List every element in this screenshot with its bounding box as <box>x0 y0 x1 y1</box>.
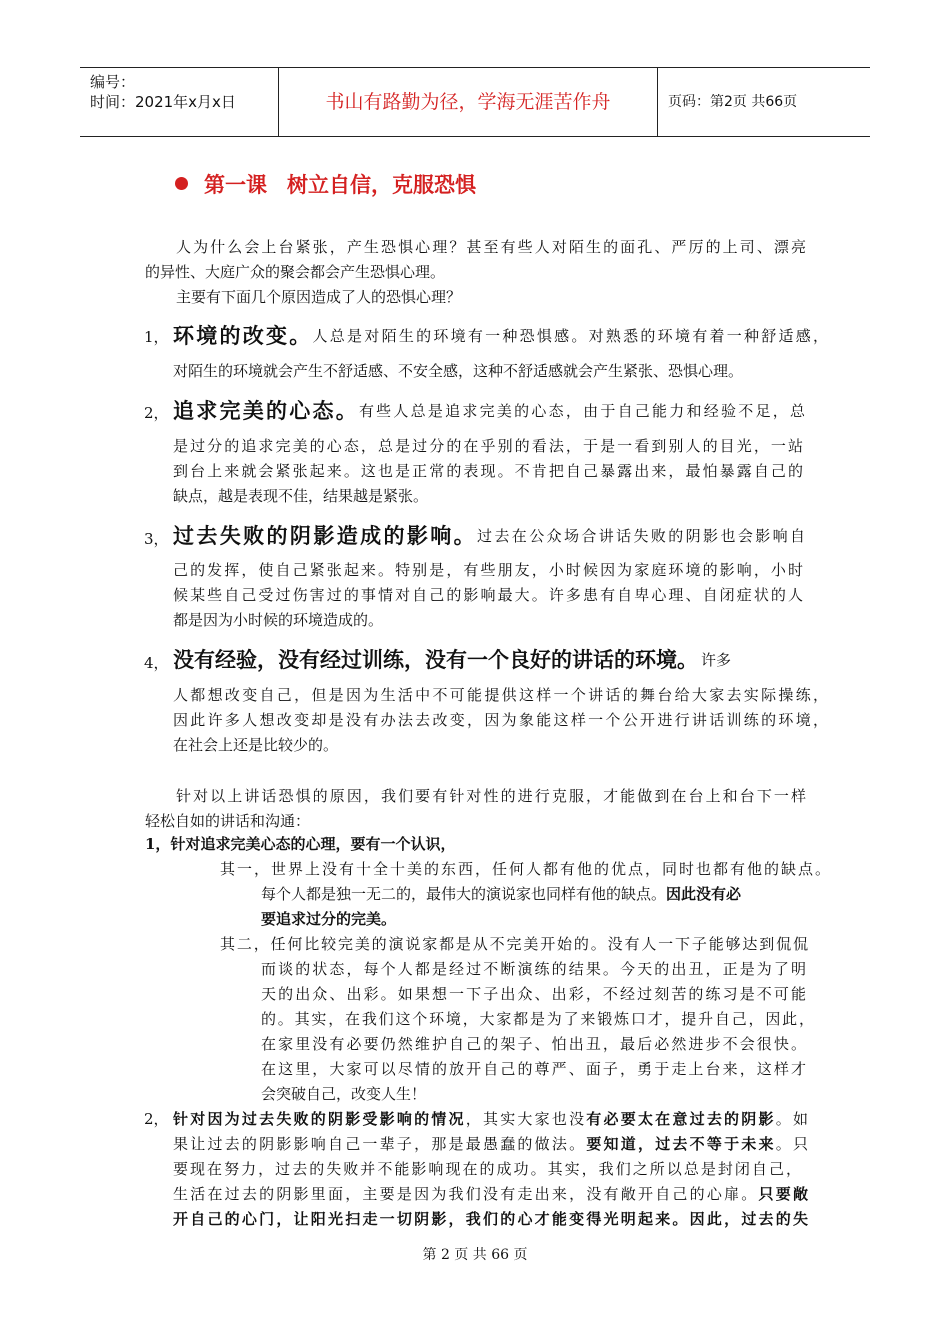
lesson-number: 第一课 <box>204 173 267 197</box>
list-number: 1， <box>144 328 169 346</box>
paragraph-line <box>173 1108 808 1130</box>
paragraph-line: 要现在努力，过去的失败并不能影响现在的成功。其实，我们之所以总是封闭自己， <box>173 1160 801 1178</box>
paragraph-line: 主要有下面几个原因造成了人的恐惧心理？ <box>176 288 462 306</box>
cause-text: 人总是对陌生的环境有一种恐惧感。对熟悉的环境有着一种舒适感， <box>312 327 828 345</box>
plain-text: 。如 <box>775 1110 808 1128</box>
paragraph-line: 其一，世界上没有十全十美的东西，任何人都有他的优点，同时也都有他的缺点。 <box>220 860 830 878</box>
emphasis-text: 因此没有必 <box>666 885 742 903</box>
paragraph-line: 的异性、大庭广众的聚会都会产生恐惧心理。 <box>145 263 446 281</box>
plain-text: 生活在过去的阴影里面，主要是因为我们没有走出来，没有敞开自己的心扉。 <box>173 1185 759 1203</box>
paragraph-line: 己的发挥，使自己紧张起来。特别是，有些朋友，小时候因为家庭环境的影响，小时 <box>173 561 803 579</box>
header-meta <box>90 72 236 112</box>
header-motto: 书山有路勤为径，学海无涯苦作舟 <box>325 91 611 113</box>
emphasis-text: 针对因为过去失败的阴影受影响的情况 <box>173 1110 466 1128</box>
cause-text: 许多 <box>701 651 732 669</box>
list-number: 2， <box>144 1110 169 1128</box>
header-page-info: 页码：第2页 共66页 <box>668 94 798 110</box>
cause-text: 过去在公众场合讲话失败的阴影也会影响自 <box>477 527 805 545</box>
cause-first-line <box>173 322 828 350</box>
emphasis-text: 要知道，过去不等于未来 <box>586 1135 776 1153</box>
paragraph-line: 都是因为小时候的环境造成的。 <box>173 611 384 629</box>
paragraph-line: 到台上来就会紧张起来。这也是正常的表现。不肯把自己暴露出来，最怕暴露自己的 <box>173 462 803 480</box>
plain-text: 。只 <box>775 1135 808 1153</box>
point-heading <box>145 833 455 855</box>
paragraph-line: 在社会上还是比较少的。 <box>173 736 339 754</box>
paragraph-line <box>173 1183 808 1205</box>
cause-first-line <box>173 522 805 550</box>
plain-text: 果让过去的阴影影响自己一辈子，那是最愚蠢的做法。 <box>173 1135 587 1153</box>
document-time: 时间：2021年x月x日 <box>90 93 236 111</box>
paragraph-line: 人为什么会上台紧张，产生恐惧心理？甚至有些人对陌生的面孔、严厉的上司、漂亮 <box>176 238 806 256</box>
paragraph-line: 会突破自己，改变人生！ <box>261 1085 427 1103</box>
emphasis-text: 只要敞 <box>758 1185 808 1203</box>
list-number: 4， <box>144 654 169 672</box>
paragraph-line: 在这里，大家可以尽情的放开自己的尊严、面子，勇于走上台来，这样才 <box>261 1060 806 1078</box>
paragraph-line: 人都想改变自己，但是因为生活中不可能提供这样一个讲话的舞台给大家去实际操练， <box>173 686 828 704</box>
cause-text: 有些人总是追求完美的心态，由于自己能力和经验不足，总 <box>358 402 805 420</box>
emphasis-line: 要追求过分的完美。 <box>261 910 397 928</box>
paragraph-line <box>261 883 741 905</box>
page-footer: 第 2 页 共 66 页 <box>422 1247 528 1263</box>
paragraph-line: 轻松自如的讲话和沟通： <box>145 812 311 830</box>
page-header <box>80 67 870 137</box>
cause-heading: 追求完美的心态。 <box>173 399 359 423</box>
paragraph-line: 是过分的追求完美的心态，总是过分的在乎别的看法，于是一看到别人的目光，一站 <box>173 437 803 455</box>
point-title: 针对追求完美心态的心理，要有一个认识， <box>170 835 456 853</box>
header-divider <box>657 68 658 136</box>
paragraph-line: 在家里没有必要仍然维护自己的架子、怕出丑，最后必然进步不会很快。 <box>261 1035 806 1053</box>
bullet-dot-icon <box>175 177 188 190</box>
paragraph-line: 对陌生的环境就会产生不舒适感、不安全感，这种不舒适感就会产生紧张、恐惧心理。 <box>173 362 744 380</box>
paragraph-line: 的。其实，在我们这个环境，大家都是为了来锻炼口才，提升自己，因此， <box>261 1010 814 1028</box>
plain-text: ，其实大家也没 <box>465 1110 587 1128</box>
paragraph-line: 针对以上讲话恐惧的原因，我们要有针对性的进行克服，才能做到在台上和台下一样 <box>176 787 806 805</box>
point-number: 1， <box>145 835 171 853</box>
emphasis-text: 有必要太在意过去的阴影 <box>586 1110 776 1128</box>
list-number: 2， <box>144 404 169 422</box>
list-number: 3， <box>144 530 169 548</box>
emphasis-line: 开自己的心门，让阳光扫走一切阴影，我们的心才能变得光明起来。因此，过去的失 <box>173 1210 808 1228</box>
paragraph-line: 其二，任何比较完美的演说家都是从不完美开始的。没有人一下子能够达到侃侃 <box>220 935 808 953</box>
plain-text: 每个人都是独一无二的，最伟大的演说家也同样有他的缺点。 <box>261 885 667 903</box>
cause-first-line <box>173 646 731 674</box>
paragraph-line: 因此许多人想改变却是没有办法去改变，因为象能这样一个公开进行讲话训练的环境， <box>173 711 828 729</box>
lesson-heading: 树立自信，克服恐惧 <box>287 173 476 197</box>
cause-first-line <box>173 397 805 425</box>
lesson-title <box>175 170 476 200</box>
paragraph-line: 候某些自己受过伤害过的事情对自己的影响最大。许多患有自卑心理、自闭症状的人 <box>173 586 803 604</box>
cause-heading: 没有经验，没有经过训练，没有一个良好的讲话的环境。 <box>173 648 698 672</box>
cause-heading: 环境的改变。 <box>173 324 313 348</box>
document-number-label: 编号： <box>90 73 136 91</box>
paragraph-line: 天的出众、出彩。如果想一下子出众、出彩，不经过刻苦的练习是不可能 <box>261 985 806 1003</box>
cause-heading: 过去失败的阴影造成的影响。 <box>173 524 478 548</box>
paragraph-line: 而谈的状态，每个人都是经过不断演练的结果。今天的出丑，正是为了明 <box>261 960 806 978</box>
paragraph-line <box>173 1133 808 1155</box>
paragraph-line: 缺点，越是表现不佳，结果越是紧张。 <box>173 487 429 505</box>
